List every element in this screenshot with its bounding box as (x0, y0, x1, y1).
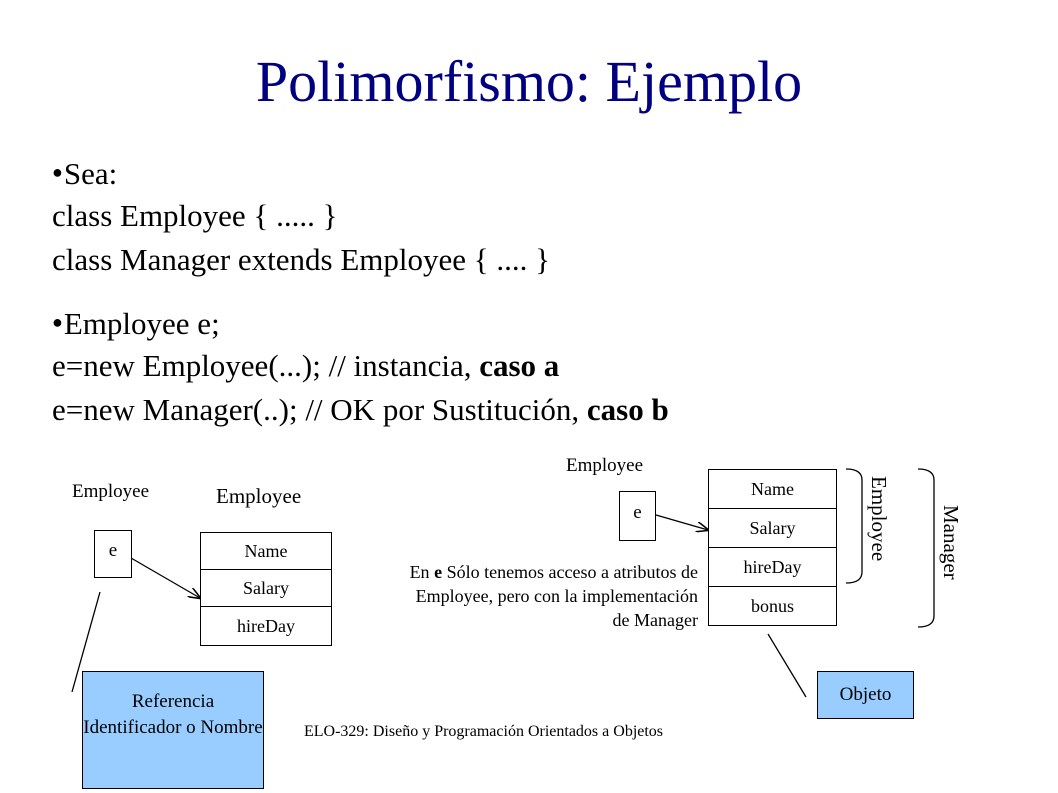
obj-type-label-a: Employee (216, 484, 302, 508)
reference-callout: Referencia Identificador o Nombre (82, 671, 264, 789)
bracket-manager (918, 469, 934, 627)
employee-object-a (200, 532, 332, 646)
field-salary: Salary (200, 569, 332, 607)
access-note (408, 560, 698, 632)
bullet-2-label: Employee e; (63, 306, 220, 341)
slide-title: Polimorfismo: Ejemplo (255, 49, 803, 114)
slide-footer: ELO-329: Diseño y Programación Orientados a Objetos (304, 723, 664, 740)
bullet-1-label: Sea: (63, 156, 118, 191)
ref-type-label-a: Employee (72, 481, 150, 502)
reference-var-a: e (94, 530, 132, 578)
field-hireday: hireDay (708, 547, 837, 587)
bracket-manager-label: Manager (939, 505, 963, 580)
field-name: Name (200, 532, 332, 570)
case-a-label: caso a (479, 348, 560, 383)
object-callout: Objeto (817, 671, 914, 719)
callout-line-object (768, 634, 806, 697)
field-name: Name (708, 469, 837, 509)
case-b-label: caso b (586, 392, 669, 427)
bullet-dot-icon: ● (52, 312, 63, 332)
ref-type-label-b: Employee (566, 455, 644, 476)
field-hireday: hireDay (200, 606, 332, 646)
manager-object-b (708, 469, 837, 626)
field-bonus: bonus (708, 586, 837, 626)
access-note-pre: En (409, 562, 430, 582)
field-salary: Salary (708, 508, 837, 548)
bracket-employee-label: Employee (867, 476, 891, 562)
access-note-text: Sólo tenemos acceso a atributos de Employee, pero con la implementación de Manager (415, 562, 698, 630)
bullet-dot-icon: ● (52, 162, 63, 182)
bracket-employee (846, 469, 862, 583)
reference-arrow-b (656, 515, 708, 530)
reference-var-b: e (619, 491, 656, 541)
reference-arrow-a (131, 558, 200, 598)
code-line-case-b: e=new Manager(..); // OK por Sustitución, (52, 392, 580, 427)
access-note-var: e (434, 562, 443, 582)
bullet-1-line-2: class Employee { ..... } (52, 198, 338, 233)
code-line-case-a: e=new Employee(...); // instancia, (52, 348, 472, 383)
bullet-1-line-3: class Manager extends Employee { .... } (52, 242, 551, 277)
